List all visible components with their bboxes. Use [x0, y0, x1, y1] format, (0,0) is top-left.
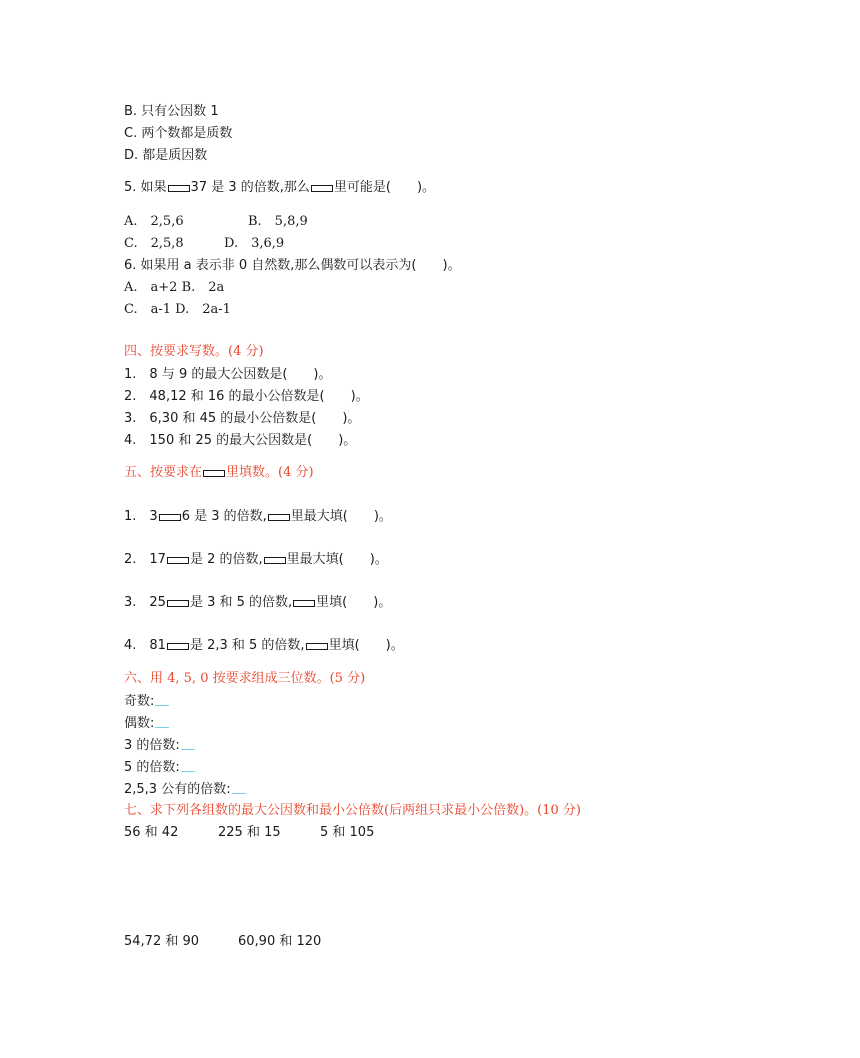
- answer-box: [311, 185, 333, 192]
- s4-item: 2. 48,12 和 16 的最小公倍数是( )。: [124, 389, 369, 404]
- option-c: C. 两个数都是质数: [124, 126, 233, 141]
- s5-title-suffix: 里填数。(4 分): [226, 465, 314, 480]
- answer-blank[interactable]: [232, 781, 246, 794]
- s7-group: 56 和 42: [124, 825, 179, 840]
- s5-item-c: 里最大填( )。: [286, 552, 388, 567]
- option-b: B. 只有公因数 1: [124, 104, 219, 119]
- answer-box: [167, 643, 189, 650]
- q5-option-d: D. 3,6,9: [224, 236, 285, 251]
- q5-option-a: A. 2,5,6: [124, 214, 184, 229]
- s5-item-a: 3. 25: [124, 595, 166, 610]
- answer-box: [268, 514, 290, 521]
- answer-blank[interactable]: [181, 737, 195, 750]
- s5-item: [124, 509, 392, 525]
- s6-item: [124, 715, 169, 732]
- s5-item-b: 是 3 和 5 的倍数,: [189, 595, 293, 610]
- s4-item: 3. 6,30 和 45 的最小公倍数是( )。: [124, 411, 361, 426]
- q5-option-c: C. 2,5,8: [124, 236, 184, 251]
- answer-box: [167, 600, 189, 607]
- s7-row-2: [124, 934, 321, 950]
- answer-blank[interactable]: [155, 693, 169, 706]
- question-6: 6. 如果用 a 表示非 0 自然数,那么偶数可以表示为( )。: [124, 258, 461, 273]
- s5-item-c: 里最大填( )。: [290, 509, 392, 524]
- answer-box: [293, 600, 315, 607]
- s5-item-c: 里填( )。: [316, 595, 392, 610]
- answer-box: [167, 557, 189, 564]
- s5-item-b: 是 2,3 和 5 的倍数,: [189, 638, 305, 653]
- s5-item-b: 6 是 3 的倍数,: [181, 509, 267, 524]
- answer-box: [306, 643, 328, 650]
- q5-suffix: 里可能是( )。: [333, 180, 436, 195]
- s5-title-prefix: 五、按要求在: [124, 465, 203, 480]
- s6-label: 5 的倍数:: [124, 760, 180, 775]
- q6-options-cd: C. a-1 D. 2a-1: [124, 302, 231, 317]
- s5-item: [124, 552, 388, 568]
- answer-box: [203, 470, 225, 477]
- s7-group: 54,72 和 90: [124, 934, 200, 949]
- q5-options-row-2: [124, 236, 284, 252]
- section-4-title: 四、按要求写数。(4 分): [124, 344, 264, 359]
- s5-item: [124, 638, 404, 654]
- s5-item-b: 是 2 的倍数,: [189, 552, 263, 567]
- answer-box: [264, 557, 286, 564]
- s7-group: 5 和 105: [320, 825, 375, 840]
- s7-group: 225 和 15: [218, 825, 281, 840]
- s7-group: 60,90 和 120: [238, 934, 322, 949]
- s6-item: [124, 693, 169, 710]
- s5-item-a: 1. 3: [124, 509, 158, 524]
- section-5-title: [124, 465, 314, 481]
- s6-label: 偶数:: [124, 716, 155, 731]
- s7-row-1: [124, 825, 374, 841]
- s5-item: [124, 595, 391, 611]
- s6-label: 3 的倍数:: [124, 738, 180, 753]
- s6-item: [124, 781, 246, 798]
- s6-label: 奇数:: [124, 694, 155, 709]
- s5-item-a: 4. 81: [124, 638, 166, 653]
- option-d: D. 都是质因数: [124, 148, 208, 163]
- answer-blank[interactable]: [155, 715, 169, 728]
- q6-options-ab: A. a+2 B. 2a: [124, 280, 225, 295]
- q5-prefix: 5. 如果: [124, 180, 167, 195]
- answer-blank[interactable]: [181, 759, 195, 772]
- answer-box: [168, 185, 190, 192]
- s6-label: 2,5,3 公有的倍数:: [124, 782, 231, 797]
- q5-options-row-1: [124, 214, 308, 230]
- section-6-title: 六、用 4, 5, 0 按要求组成三位数。(5 分): [124, 671, 366, 686]
- question-5: [124, 180, 435, 196]
- answer-box: [159, 514, 181, 521]
- q5-mid: 37 是 3 的倍数,那么: [190, 180, 310, 195]
- s5-item-c: 里填( )。: [328, 638, 404, 653]
- section-7-title: 七、求下列各组数的最大公因数和最小公倍数(后两组只求最小公倍数)。(10 分): [124, 803, 581, 818]
- s5-item-a: 2. 17: [124, 552, 166, 567]
- s4-item: 4. 150 和 25 的最大公因数是( )。: [124, 433, 357, 448]
- s6-item: [124, 759, 195, 776]
- q5-option-b: B. 5,8,9: [248, 214, 308, 229]
- s4-item: 1. 8 与 9 的最大公因数是( )。: [124, 367, 332, 382]
- s6-item: [124, 737, 195, 754]
